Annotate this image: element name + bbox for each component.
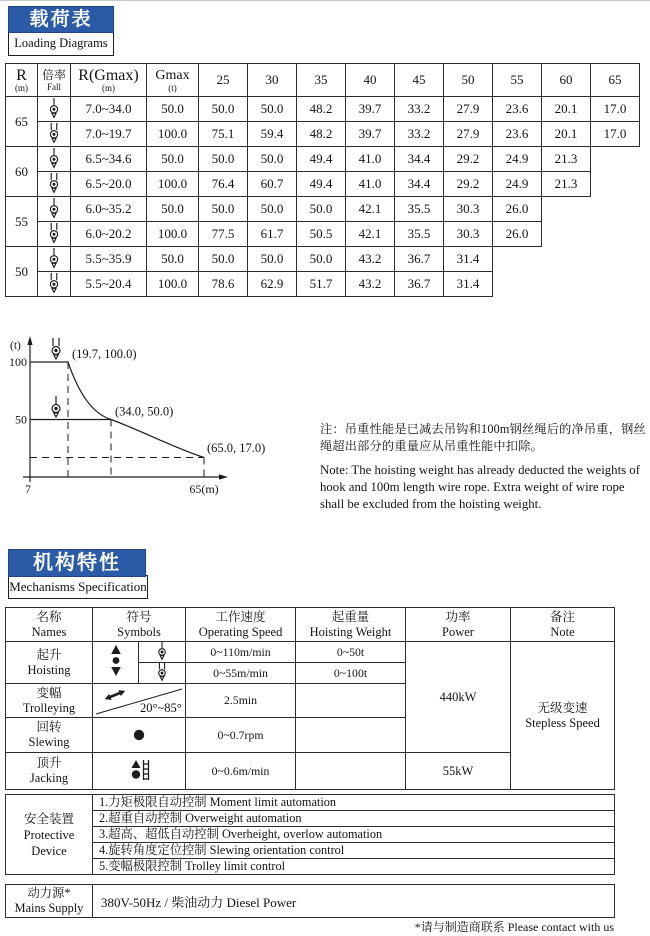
- load-curve-svg: [8, 317, 318, 509]
- note-chinese: 注：吊重性能是已减去吊钩和100m钢丝绳后的净吊重，钢丝绳超出部分的重量应从吊重性能中扣除。: [320, 422, 646, 454]
- mech-name-trolleying: 变幅 Trolleying: [6, 684, 93, 718]
- col-radius-60: 60: [542, 64, 591, 97]
- col-power: 功率 Power: [406, 608, 511, 642]
- single-fall-icon: [38, 247, 71, 272]
- load-value: 62.9: [248, 272, 297, 297]
- load-value: 39.7: [346, 122, 395, 147]
- load-table-row: [6, 97, 640, 122]
- y-axis-arrow-icon: [27, 336, 32, 345]
- radius-group-label: 60: [6, 147, 38, 197]
- load-table-row: [6, 272, 640, 297]
- jacking-icon: [93, 753, 186, 790]
- load-value: 26.0: [493, 197, 542, 222]
- jacking-power-value: 55kW: [406, 753, 511, 790]
- load-value: 36.7: [395, 272, 444, 297]
- hoisting-row-1: [6, 642, 615, 663]
- r-gmax-range: 6.5~34.6: [71, 147, 147, 172]
- annotation-65-17: (65.0, 17.0): [207, 441, 266, 455]
- load-table: [5, 63, 640, 297]
- load-value: 27.9: [444, 97, 493, 122]
- x-origin-label: 7: [25, 482, 31, 496]
- trolleying-weight-empty: [296, 684, 406, 718]
- section-title-cn: 载荷表: [8, 6, 114, 33]
- load-value: 23.6: [493, 97, 542, 122]
- load-value: 41.0: [346, 172, 395, 197]
- load-value: 78.6: [199, 272, 248, 297]
- load-value: 42.1: [346, 197, 395, 222]
- load-value: 50.0: [199, 247, 248, 272]
- load-value: 50.0: [248, 97, 297, 122]
- col-gmax: Gmax (t): [147, 64, 199, 97]
- load-value: 21.3: [542, 147, 591, 172]
- x-axis-arrow-icon: [219, 474, 228, 479]
- protective-item: 3.超高、超低自动控制 Overheight, overlow automation: [93, 827, 615, 843]
- y-tick-50: 50: [15, 412, 27, 427]
- load-table-row: [6, 122, 640, 147]
- load-value: 17.0: [591, 122, 640, 147]
- gmax-value: 50.0: [147, 97, 199, 122]
- jacking-weight-empty: [296, 753, 406, 790]
- load-value: 30.3: [444, 222, 493, 247]
- load-value: 23.6: [493, 122, 542, 147]
- load-value: 50.0: [248, 197, 297, 222]
- load-table-row: [6, 172, 640, 197]
- load-value: 49.4: [297, 147, 346, 172]
- load-value: 30.3: [444, 197, 493, 222]
- load-value: 50.0: [199, 97, 248, 122]
- load-value: 77.5: [199, 222, 248, 247]
- radius-group-label: 55: [6, 197, 38, 247]
- mains-supply-label: 动力源* Mains Supply: [6, 885, 93, 918]
- load-value: 33.2: [395, 97, 444, 122]
- section-mechanisms-header: [8, 549, 148, 599]
- load-value: 24.9: [493, 147, 542, 172]
- hoisting-weight-2: 0~100t: [296, 663, 406, 684]
- load-value: 61.7: [248, 222, 297, 247]
- gmax-value: 50.0: [147, 197, 199, 222]
- col-radius-50: 50: [444, 64, 493, 97]
- single-fall-icon: [38, 97, 71, 122]
- load-value: 34.4: [395, 172, 444, 197]
- single-fall-icon: [38, 147, 71, 172]
- load-value: 59.4: [248, 122, 297, 147]
- col-radius-30: 30: [248, 64, 297, 97]
- section-title-cn: 机构特性: [8, 549, 146, 577]
- r-gmax-range: 6.5~20.0: [71, 172, 147, 197]
- section-title-en: Mechanisms Specification: [8, 575, 148, 599]
- load-value: 43.2: [346, 272, 395, 297]
- load-table-header-row: [6, 64, 640, 97]
- load-value: 50.0: [248, 147, 297, 172]
- load-value: 24.9: [493, 172, 542, 197]
- load-value: 76.4: [199, 172, 248, 197]
- mains-supply-table: [5, 884, 615, 918]
- load-value: 50.5: [297, 222, 346, 247]
- slewing-speed: 0~0.7rpm: [186, 718, 296, 753]
- load-value: 50.0: [199, 147, 248, 172]
- col-r-gmax: R(Gmax) (m): [71, 64, 147, 97]
- mech-name-hoisting: 起升 Hoisting: [6, 642, 93, 684]
- gmax-value: 50.0: [147, 147, 199, 172]
- r-gmax-range: 7.0~19.7: [71, 122, 147, 147]
- load-value: 29.2: [444, 172, 493, 197]
- protective-item: 4.旋转角度定位控制 Slewing orientation control: [93, 843, 615, 859]
- load-value: 20.1: [542, 97, 591, 122]
- single-fall-icon: [139, 642, 186, 663]
- protective-row: [6, 811, 615, 827]
- stepless-speed-note: 无级变速 Stepless Speed: [511, 642, 615, 790]
- trolleying-speed: 2.5min: [186, 684, 296, 718]
- hoisting-speed-1: 0~110m/min: [186, 642, 296, 663]
- col-radius-65: 65: [591, 64, 640, 97]
- load-value: 33.2: [395, 122, 444, 147]
- load-value: 35.5: [395, 197, 444, 222]
- mech-header-row: [6, 608, 615, 642]
- double-fall-icon: [52, 338, 60, 359]
- load-value: 51.7: [297, 272, 346, 297]
- load-value: 27.9: [444, 122, 493, 147]
- load-value: 49.4: [297, 172, 346, 197]
- load-table-row: [6, 247, 640, 272]
- mechanisms-table: [5, 607, 615, 790]
- load-value: 29.2: [444, 147, 493, 172]
- double-fall-icon: [38, 272, 71, 297]
- trolleying-angle-icon: [93, 684, 186, 718]
- gmax-value: 50.0: [147, 247, 199, 272]
- single-fall-icon: [52, 396, 60, 417]
- double-fall-icon: [38, 122, 71, 147]
- load-value: 50.0: [199, 197, 248, 222]
- jacking-speed: 0~0.6m/min: [186, 753, 296, 790]
- load-value: 75.1: [199, 122, 248, 147]
- col-radius-40: 40: [346, 64, 395, 97]
- svg-text:20°~85°: 20°~85°: [140, 701, 182, 715]
- protective-row: [6, 795, 615, 811]
- protective-row: [6, 859, 615, 875]
- r-gmax-range: 5.5~35.9: [71, 247, 147, 272]
- y-tick-100: 100: [9, 355, 27, 369]
- protective-device-table: [5, 794, 615, 875]
- section-title-en: Loading Diagrams: [8, 31, 114, 56]
- load-value: 36.7: [395, 247, 444, 272]
- load-value: 39.7: [346, 97, 395, 122]
- load-value: 60.7: [248, 172, 297, 197]
- r-gmax-range: 5.5~20.4: [71, 272, 147, 297]
- load-value: 50.0: [297, 247, 346, 272]
- load-curve-chart: [8, 317, 318, 509]
- load-value: 34.4: [395, 147, 444, 172]
- contact-footnote: *请与制造商联系 Please contact with us: [414, 920, 614, 934]
- gmax-value: 100.0: [147, 172, 199, 197]
- load-table-row: [6, 222, 640, 247]
- col-hoisting-weight: 起重量 Hoisting Weight: [296, 608, 406, 642]
- load-table-row: [6, 197, 640, 222]
- note-english: Note: The hoisting weight has already deducted the weights of hook and 100m length wire rope. Extra weight of wire rope shall be excluded from the hoisting weight.: [320, 463, 640, 511]
- load-value: 31.4: [444, 272, 493, 297]
- load-value: 31.4: [444, 247, 493, 272]
- section-loading-diagrams-header: [8, 6, 114, 56]
- protective-device-label: 安全装置 Protective Device: [6, 795, 93, 875]
- load-value: 48.2: [297, 97, 346, 122]
- col-fall: 倍率 Fall: [38, 64, 71, 97]
- col-note: 备注 Note: [511, 608, 615, 642]
- mech-name-slewing: 回转 Slewing: [6, 718, 93, 753]
- protective-row: [6, 827, 615, 843]
- hoisting-weight-1: 0~50t: [296, 642, 406, 663]
- double-fall-icon: [139, 663, 186, 684]
- load-value: 35.5: [395, 222, 444, 247]
- gmax-value: 100.0: [147, 122, 199, 147]
- mains-supply-row: [6, 885, 615, 918]
- radius-group-label: 65: [6, 97, 38, 147]
- annotation-34-50: (34.0, 50.0): [115, 404, 174, 419]
- radius-group-label: 50: [6, 247, 38, 297]
- hoisting-arrows-icon: [93, 642, 139, 684]
- col-radius-35: 35: [297, 64, 346, 97]
- double-fall-icon: [38, 222, 71, 247]
- protective-row: [6, 843, 615, 859]
- hoisting-notes: [320, 421, 646, 513]
- x-end-label: 65(m): [189, 482, 219, 496]
- load-value: 43.2: [346, 247, 395, 272]
- r-gmax-range: 7.0~34.0: [71, 97, 147, 122]
- load-value: 48.2: [297, 122, 346, 147]
- mains-supply-value: 380V-50Hz / 柴油动力 Diesel Power: [93, 885, 615, 918]
- mech-name-jacking: 顶升 Jacking: [6, 753, 93, 790]
- load-value: 17.0: [591, 97, 640, 122]
- load-value: 50.0: [297, 197, 346, 222]
- col-symbols: 符号 Symbols: [93, 608, 186, 642]
- protective-item: 1.力矩极限自动控制 Moment limit automation: [93, 795, 615, 811]
- y-axis-unit-label: (t): [10, 340, 21, 352]
- load-value: 26.0: [493, 222, 542, 247]
- slewing-icon: [93, 718, 186, 753]
- slewing-weight-empty: [296, 718, 406, 753]
- single-fall-icon: [38, 197, 71, 222]
- col-radius-m: R (m): [6, 64, 38, 97]
- power-main-value: 440kW: [406, 642, 511, 753]
- col-radius-25: 25: [199, 64, 248, 97]
- double-fall-icon: [38, 172, 71, 197]
- protective-item: 5.变幅极限控制 Trolley limit control: [93, 859, 615, 875]
- load-value: 20.1: [542, 122, 591, 147]
- r-gmax-range: 6.0~35.2: [71, 197, 147, 222]
- load-value: 41.0: [346, 147, 395, 172]
- load-value: 42.1: [346, 222, 395, 247]
- load-value: 50.0: [248, 247, 297, 272]
- col-radius-55: 55: [493, 64, 542, 97]
- col-names: 名称 Names: [6, 608, 93, 642]
- col-radius-45: 45: [395, 64, 444, 97]
- hoisting-speed-2: 0~55m/min: [186, 663, 296, 684]
- r-gmax-range: 6.0~20.2: [71, 222, 147, 247]
- load-value: 21.3: [542, 172, 591, 197]
- protective-item: 2.超重自动控制 Overweight automation: [93, 811, 615, 827]
- annotation-19-7-100: (19.7, 100.0): [72, 347, 137, 361]
- gmax-value: 100.0: [147, 222, 199, 247]
- load-table-row: [6, 147, 640, 172]
- gmax-value: 100.0: [147, 272, 199, 297]
- col-operating-speed: 工作速度 Operating Speed: [186, 608, 296, 642]
